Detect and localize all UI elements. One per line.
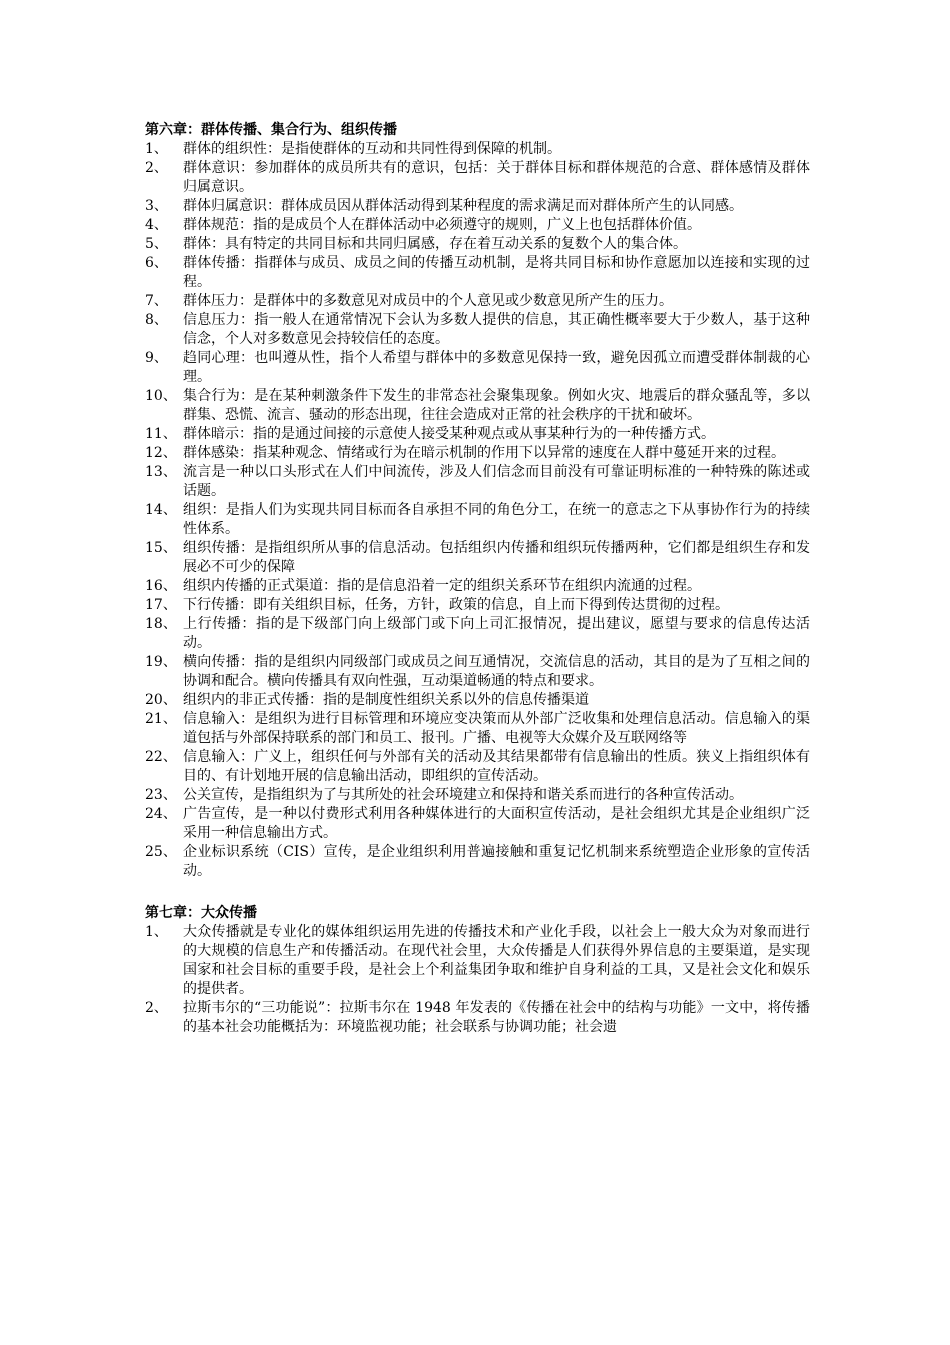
item-number: 3、 <box>145 198 168 214</box>
item-number: 25、 <box>145 844 177 860</box>
list-item <box>145 140 810 159</box>
list-item <box>145 691 810 710</box>
item-number: 2、 <box>145 1000 168 1016</box>
document-content <box>145 120 810 1037</box>
list-item <box>145 425 810 444</box>
item-text: 趋同心理：也叫遵从性，指个人希望与群体中的多数意见保持一致，避免因孤立而遭受群体制裁的心理。 <box>183 350 810 385</box>
item-number: 1、 <box>145 141 168 157</box>
item-text: 群体传播：指群体与成员、成员之间的传播互动机制，是将共同目标和协作意愿加以连接和实现的过程。 <box>183 255 810 290</box>
list-item <box>145 843 810 881</box>
item-text: 群体暗示：指的是通过间接的示意使人接受某种观点或从事某种行为的一种传播方式。 <box>183 426 715 442</box>
list-item <box>145 463 810 501</box>
item-number: 7、 <box>145 293 168 309</box>
chapter7-heading: 第七章：大众传播 <box>145 905 257 921</box>
chapter6-list <box>145 140 810 881</box>
item-text: 群体归属意识：群体成员因从群体活动得到某种程度的需求满足而对群体所产生的认同感。 <box>183 198 743 214</box>
item-text: 企业标识系统（CIS）宣传，是企业组织利用普遍接触和重复记忆机制来系统塑造企业形象的宣传活动。 <box>183 844 810 879</box>
item-number: 5、 <box>145 236 168 252</box>
chapter7-list <box>145 923 810 1037</box>
list-item <box>145 577 810 596</box>
item-text: 信息输入：是组织为进行目标管理和环境应变决策而从外部广泛收集和处理信息活动。信息输入的渠道包括与外部保持联系的部门和员工、报刊。广播、电视等大众媒介及互联网络等 <box>183 711 810 746</box>
item-number: 20、 <box>145 692 177 708</box>
list-item <box>145 292 810 311</box>
item-number: 9、 <box>145 350 168 366</box>
item-text: 下行传播：即有关组织目标，任务，方针，政策的信息，自上而下得到传达贯彻的过程。 <box>183 597 729 613</box>
item-text: 组织内的非正式传播：指的是制度性组织关系以外的信息传播渠道 <box>183 692 589 708</box>
item-text: 组织：是指人们为实现共同目标而各自承担不同的角色分工，在统一的意志之下从事协作行为的持续性体系。 <box>183 502 810 537</box>
list-item <box>145 159 810 197</box>
item-number: 15、 <box>145 540 177 556</box>
list-item <box>145 197 810 216</box>
list-item <box>145 999 810 1037</box>
item-number: 6、 <box>145 255 168 271</box>
item-text: 信息输入：广义上，组织任何与外部有关的活动及其结果都带有信息输出的性质。狭义上指组织体有目的、有计划地开展的信息输出活动，即组织的宣传活动。 <box>183 749 810 784</box>
item-number: 4、 <box>145 217 168 233</box>
list-item <box>145 254 810 292</box>
item-number: 13、 <box>145 464 177 480</box>
item-text: 组织内传播的正式渠道：指的是信息沿着一定的组织关系环节在组织内流通的过程。 <box>183 578 701 594</box>
list-item <box>145 501 810 539</box>
list-item <box>145 923 810 999</box>
list-item <box>145 748 810 786</box>
item-text: 群体规范：指的是成员个人在群体活动中必须遵守的规则，广义上也包括群体价值。 <box>183 217 701 233</box>
item-number: 2、 <box>145 160 168 176</box>
item-number: 8、 <box>145 312 168 328</box>
item-number: 11、 <box>145 426 177 442</box>
item-text: 群体压力：是群体中的多数意见对成员中的个人意见或少数意见所产生的压力。 <box>183 293 673 309</box>
item-number: 23、 <box>145 787 177 803</box>
item-number: 17、 <box>145 597 177 613</box>
item-text: 大众传播就是专业化的媒体组织运用先进的传播技术和产业化手段，以社会上一般大众为对象而进行的大规模的信息生产和传播活动。在现代社会里，大众传播是人们获得外界信息的主要渠道，是实现国家和社会目标的重要手段，是社会上个利益集团争取和维护自身利益的工具，又是社会文化和娱乐的提供者。 <box>183 924 810 997</box>
chapter6-heading: 第六章：群体传播、集合行为、组织传播 <box>145 122 397 138</box>
item-text: 组织传播：是指组织所从事的信息活动。包括组织内传播和组织玩传播两种，它们都是组织生存和发展必不可少的保障 <box>183 540 810 575</box>
item-text: 上行传播：指的是下级部门向上级部门或下向上司汇报情况，提出建议，愿望与要求的信息传达活动。 <box>183 616 810 651</box>
list-item <box>145 615 810 653</box>
list-item <box>145 539 810 577</box>
item-text: 广告宣传，是一种以付费形式利用各种媒体进行的大面积宣传活动，是社会组织尤其是企业组织广泛采用一种信息输出方式。 <box>183 806 810 841</box>
item-text: 拉斯韦尔的“三功能说”：拉斯韦尔在 1948 年发表的《传播在社会中的结构与功能》一文中，将传播的基本社会功能概括为：环境监视功能；社会联系与协调功能；社会遗 <box>183 1000 810 1035</box>
list-item <box>145 349 810 387</box>
item-text: 信息压力：指一般人在通常情况下会认为多数人提供的信息，其正确性概率要大于少数人，基于这种信念，个人对多数意见会持较信任的态度。 <box>183 312 810 347</box>
list-item <box>145 653 810 691</box>
item-number: 1、 <box>145 924 168 940</box>
item-text: 群体：具有特定的共同目标和共同归属感，存在着互动关系的复数个人的集合体。 <box>183 236 687 252</box>
list-item <box>145 786 810 805</box>
item-text: 群体感染：指某种观念、情绪或行为在暗示机制的作用下以异常的速度在人群中蔓延开来的过程。 <box>183 445 785 461</box>
item-number: 24、 <box>145 806 177 822</box>
item-text: 集合行为：是在某种刺激条件下发生的非常态社会聚集现象。例如火灾、地震后的群众骚乱等，多以群集、恐慌、流言、骚动的形态出现，往往会造成对正常的社会秩序的干扰和破坏。 <box>183 388 810 423</box>
item-number: 21、 <box>145 711 177 727</box>
item-number: 19、 <box>145 654 177 670</box>
list-item <box>145 235 810 254</box>
item-text: 群体的组织性：是指使群体的互动和共同性得到保障的机制。 <box>183 141 561 157</box>
item-text: 群体意识：参加群体的成员所共有的意识，包括：关于群体目标和群体规范的合意、群体感情及群体归属意识。 <box>183 160 810 195</box>
item-text: 横向传播：指的是组织内同级部门或成员之间互通情况，交流信息的活动，其目的是为了互相之间的协调和配合。横向传播具有双向性强，互动渠道畅通的特点和要求。 <box>183 654 810 689</box>
item-number: 16、 <box>145 578 177 594</box>
list-item <box>145 216 810 235</box>
item-number: 10、 <box>145 388 177 404</box>
list-item <box>145 444 810 463</box>
list-item <box>145 311 810 349</box>
item-text: 流言是一种以口头形式在人们中间流传，涉及人们信念而目前没有可靠证明标准的一种特殊的陈述或话题。 <box>183 464 810 499</box>
list-item <box>145 710 810 748</box>
item-number: 18、 <box>145 616 177 632</box>
list-item <box>145 596 810 615</box>
item-text: 公关宣传，是指组织为了与其所处的社会环境建立和保持和谐关系而进行的各种宣传活动。 <box>183 787 743 803</box>
item-number: 14、 <box>145 502 177 518</box>
list-item <box>145 805 810 843</box>
item-number: 12、 <box>145 445 177 461</box>
item-number: 22、 <box>145 749 177 765</box>
list-item <box>145 387 810 425</box>
